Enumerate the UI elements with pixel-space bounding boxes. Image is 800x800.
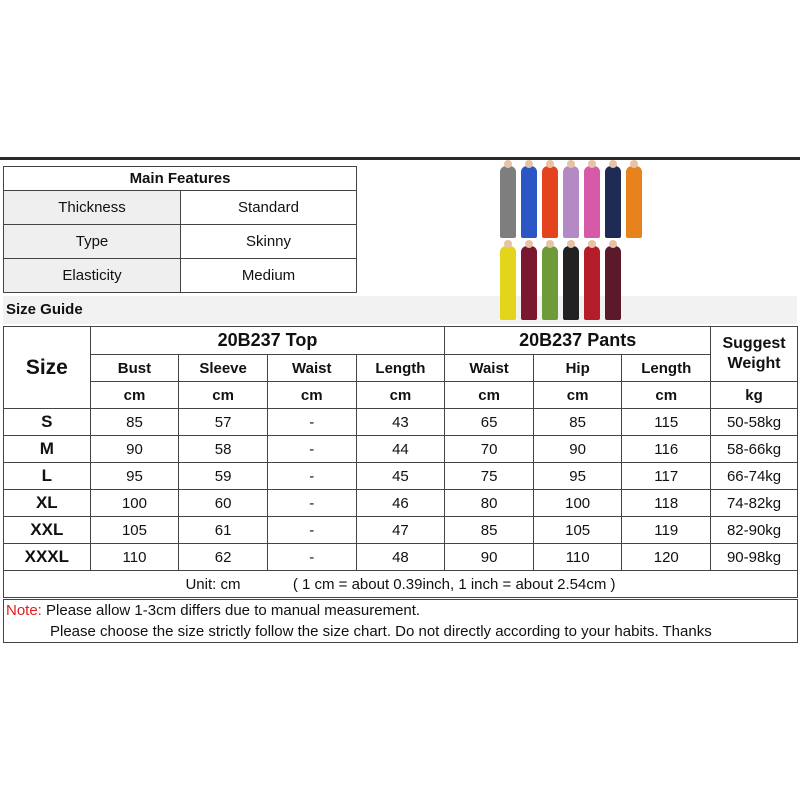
value-cell: 70 (445, 436, 534, 463)
value-cell: 58 (179, 436, 268, 463)
size-row (4, 463, 798, 490)
value-cell: 95 (90, 463, 179, 490)
value-cell: 100 (90, 490, 179, 517)
outfit-figure (500, 246, 516, 320)
value-cell: 90 (90, 436, 179, 463)
column-header: Waist (445, 355, 534, 382)
size-row (4, 490, 798, 517)
value-cell: - (267, 436, 356, 463)
note-line-2: Please choose the size strictly follow the size chart. Do not directly according to your habits. Thanks (50, 623, 712, 640)
value-cell: 65 (445, 409, 534, 436)
unit-cell: cm (356, 382, 445, 409)
value-cell: 90 (445, 544, 534, 571)
value-cell: 85 (445, 517, 534, 544)
unit-cell: cm (179, 382, 268, 409)
size-chart-table (3, 326, 798, 598)
value-cell: 120 (622, 544, 711, 571)
value-cell: 50-58kg (711, 409, 798, 436)
outfit-figure (500, 166, 516, 238)
value-cell: 80 (445, 490, 534, 517)
value-cell: 90 (533, 436, 622, 463)
value-cell: - (267, 409, 356, 436)
main-features-table (3, 166, 357, 293)
value-cell: 57 (179, 409, 268, 436)
value-cell: 44 (356, 436, 445, 463)
outfit-figure (584, 246, 600, 320)
value-cell: 116 (622, 436, 711, 463)
column-header: Sleeve (179, 355, 268, 382)
features-title: Main Features (4, 167, 357, 191)
value-cell: 85 (533, 409, 622, 436)
value-cell: 110 (533, 544, 622, 571)
value-cell: 105 (533, 517, 622, 544)
value-cell: 75 (445, 463, 534, 490)
column-header: Length (622, 355, 711, 382)
value-cell: 43 (356, 409, 445, 436)
value-cell: 60 (179, 490, 268, 517)
suggest-weight-header: Suggest Weight (711, 327, 798, 382)
outfit-figure (584, 166, 600, 238)
top-group-header: 20B237 Top (90, 327, 445, 355)
note-box (3, 599, 798, 643)
outfit-figure (605, 246, 621, 320)
unit-line: Unit: cm (185, 575, 241, 593)
value-cell: 95 (533, 463, 622, 490)
pants-group-header: 20B237 Pants (445, 327, 711, 355)
unit-cell: cm (622, 382, 711, 409)
size-cell: XL (4, 490, 91, 517)
feature-value: Skinny (181, 225, 357, 259)
value-cell: 48 (356, 544, 445, 571)
size-cell: M (4, 436, 91, 463)
value-cell: 100 (533, 490, 622, 517)
unit-conversion-row (4, 571, 798, 598)
unit-cell: cm (90, 382, 179, 409)
value-cell: - (267, 544, 356, 571)
value-cell: 58-66kg (711, 436, 798, 463)
value-cell: 45 (356, 463, 445, 490)
value-cell: 62 (179, 544, 268, 571)
size-cell: XXL (4, 517, 91, 544)
size-row (4, 517, 798, 544)
value-cell: - (267, 490, 356, 517)
size-cell: L (4, 463, 91, 490)
value-cell: - (267, 463, 356, 490)
outfit-figure (605, 166, 621, 238)
size-row (4, 436, 798, 463)
column-header: Bust (90, 355, 179, 382)
value-cell: 61 (179, 517, 268, 544)
feature-label: Elasticity (4, 259, 181, 293)
unit-cell: cm (267, 382, 356, 409)
column-header: Waist (267, 355, 356, 382)
value-cell: 115 (622, 409, 711, 436)
value-cell: 85 (90, 409, 179, 436)
column-header: Length (356, 355, 445, 382)
value-cell: 59 (179, 463, 268, 490)
size-cell: XXXL (4, 544, 91, 571)
feature-label: Type (4, 225, 181, 259)
note-label: Note: (6, 602, 42, 619)
color-variants-photo (498, 160, 646, 323)
outfit-figure (563, 246, 579, 320)
unit-cell: kg (711, 382, 798, 409)
outfit-figure (542, 246, 558, 320)
unit-cell: cm (445, 382, 534, 409)
feature-value: Standard (181, 191, 357, 225)
outfit-figure (542, 166, 558, 238)
value-cell: 90-98kg (711, 544, 798, 571)
size-row (4, 409, 798, 436)
size-row (4, 544, 798, 571)
feature-label: Thickness (4, 191, 181, 225)
value-cell: 110 (90, 544, 179, 571)
value-cell: 105 (90, 517, 179, 544)
column-header: Hip (533, 355, 622, 382)
value-cell: 74-82kg (711, 490, 798, 517)
feature-value: Medium (181, 259, 357, 293)
value-cell: 119 (622, 517, 711, 544)
size-cell: S (4, 409, 91, 436)
size-guide-label: Size Guide (6, 301, 83, 318)
value-cell: 47 (356, 517, 445, 544)
outfit-figure (626, 166, 642, 238)
size-guide-band (3, 296, 797, 324)
outfit-figure (563, 166, 579, 238)
conversion-line: ( 1 cm = about 0.39inch, 1 inch = about 2.54cm ) (292, 575, 616, 593)
value-cell: - (267, 517, 356, 544)
top-rule (0, 157, 800, 160)
value-cell: 66-74kg (711, 463, 798, 490)
outfit-figure (521, 246, 537, 320)
size-header: Size (4, 327, 91, 409)
unit-cell: cm (533, 382, 622, 409)
note-line-1: Please allow 1-3cm differs due to manual measurement. (41, 602, 421, 619)
outfit-figure (521, 166, 537, 238)
value-cell: 117 (622, 463, 711, 490)
value-cell: 118 (622, 490, 711, 517)
value-cell: 46 (356, 490, 445, 517)
value-cell: 82-90kg (711, 517, 798, 544)
